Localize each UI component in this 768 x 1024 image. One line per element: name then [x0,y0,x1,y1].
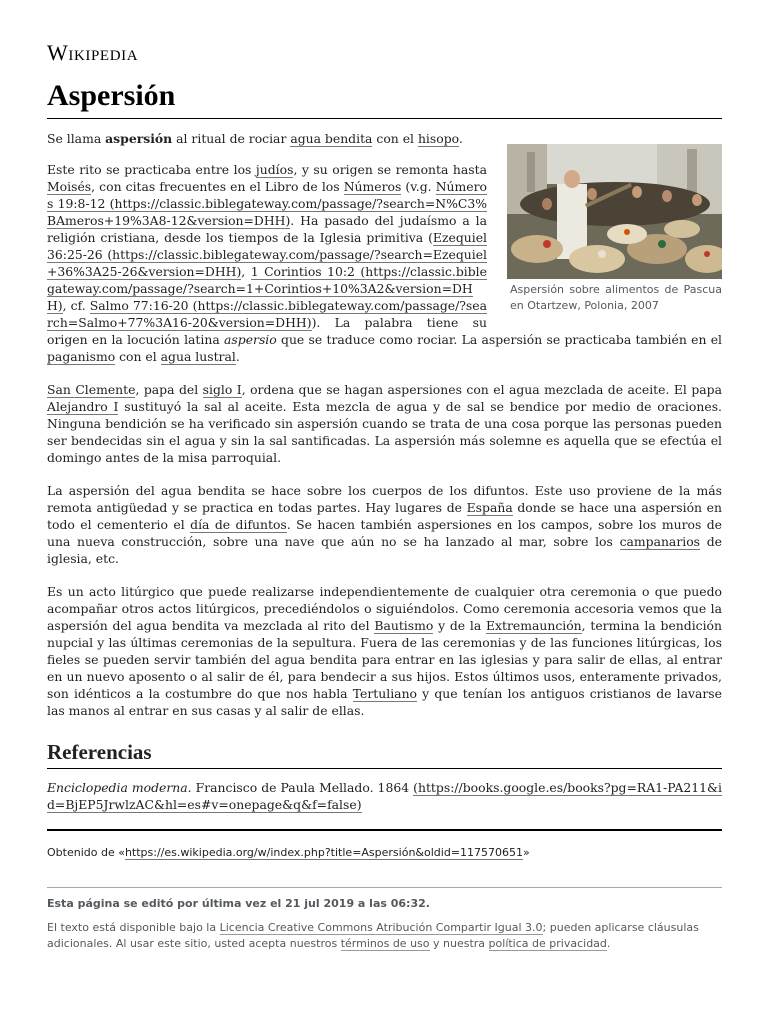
text: . [458,131,463,146]
paragraph-difuntos [47,482,722,567]
text: , termina la bendición nupcial y las últimas ceremonias de la sepultura. Fuera de las ceremonias y de las funciones litúrgicas, los fieles se pueden servir también del agua bendita para entrar en las iglesias y para salir de ellas, al entrar en un nuevo aposento o al salir de él, para bendecir a sus hijos. Estos últimos usos, enteramente privados, son idénticos a la costumbre do que nos habla [47,618,722,701]
page-title: Aspersión [47,78,722,119]
text: ). La palabra tiene su origen en la locución latina [47,315,487,347]
license-text [47,920,722,952]
article-figure [507,144,722,314]
wikipedia-wordmark[interactable] [47,40,138,66]
bold-term: aspersión [105,131,173,146]
link-permanent-url[interactable]: https://es.wikipedia.org/w/index.php?title=Aspersión&oldid=117570651 [124,846,524,859]
text: , cf. [62,298,90,313]
article-content [47,130,722,952]
photo-easter-blessing[interactable] [507,144,722,279]
link-agua-lustral[interactable]: agua lustral [160,349,236,364]
text: de iglesia, etc. [47,534,722,566]
text: El texto está disponible bajo la [47,921,220,934]
reference-title: Enciclopedia moderna. [47,780,192,795]
link-campanarios[interactable]: campanarios [619,534,701,549]
reference-entry [47,779,722,813]
link-dia-de-difuntos[interactable]: día de difuntos [190,517,287,532]
link-reference-url[interactable]: (https://books.google.es/books?pg=RA1-PA211&id=BjEP5JrwlzAC&hl=es#v=onepage&q&f=false) [47,780,723,812]
link-corintios-reference[interactable]: 1 Corintios 10:2 (https://classic.biblegateway.com/passage/?search=1+Corintios+10%3A2&version=DHH) [47,264,487,313]
content-separator [47,829,722,831]
link-alejandro-i[interactable]: Alejandro I [47,399,119,414]
link-terms-of-use[interactable]: términos de uso [340,937,430,950]
link-judios[interactable]: judíos [255,162,294,177]
link-bautismo[interactable]: Bautismo [374,618,434,633]
text: . [235,349,240,364]
text: , [241,264,251,279]
text: , ordena que se hagan aspersiones con el agua mezclada de aceite. El papa [241,382,722,397]
link-extremauncion[interactable]: Extremaunción [485,618,582,633]
text: y de la [433,618,486,633]
link-privacy-policy[interactable]: política de privacidad [488,937,607,950]
italic-term: aspersio [224,332,277,347]
link-agua-bendita[interactable]: agua bendita [290,131,373,146]
text: Obtenido de « [47,846,125,859]
wordmark-text: Wikipedia [47,40,139,65]
paragraph-history [47,381,722,466]
link-paganismo[interactable]: paganismo [47,349,116,364]
text: ; pueden aplicarse cláusulas adicionales. Al usar este sitio, usted acepta nuestros [47,921,699,950]
text: al ritual de rociar [172,131,291,146]
text: La aspersión del agua bendita se hace sobre los cuerpos de los difuntos. Este uso proviene de la más remota antigüedad y se practica en todas partes. Hay lugares de [47,483,722,515]
figure-caption: Aspersión sobre alimentos de Pascua en Otartzew, Polonia, 2007 [510,283,722,312]
text: Es un acto litúrgico que puede realizarse independientemente de cualquier otra ceremonia o que puedo acompañar otros actos litúrgicos, precediéndolos o siguiéndolos. Como ceremonia accesoria vemos que la aspersión del agua bendita va mezclada al rito del [47,584,722,633]
paragraph-liturgy [47,583,722,719]
link-license[interactable]: Licencia Creative Commons Atribución Compartir Igual 3.0 [219,921,543,934]
link-moises[interactable]: Moisés [47,179,92,194]
text: » [523,846,530,859]
text: Se llama [47,131,106,146]
link-hisopo[interactable]: hisopo [417,131,459,146]
text: , y su origen se remonta hasta [293,162,487,177]
retrieved-from [47,844,722,861]
text: . [606,937,611,950]
link-numeros[interactable]: Números [343,179,402,194]
link-salmo-reference[interactable]: Salmo 77:16-20 (https://classic.biblegateway.com/passage/?search=Salmo+77%3A16-20&version=DHH) [47,298,488,330]
text: . Ha pasado del judaísmo a la religión cristiana, desde los tiempos de la Iglesia primitiva ( [47,213,487,245]
text: y nuestra [429,937,489,950]
text: donde se hace una aspersión en todo el cementerio el [47,500,722,532]
link-ezequiel-reference[interactable]: Ezequiel 36:25-26 (https://classic.biblegateway.com/passage/?search=Ezequiel+36%3A25-26&version=DHH) [47,230,487,279]
text: Francisco de Paula Mellado. 1864 [191,780,414,795]
link-san-clemente[interactable]: San Clemente [47,382,136,397]
link-numeros-reference[interactable]: Números 19:8-12 (https://classic.biblegateway.com/passage/?search=N%C3%BAmeros+19%3A8-12&version=DHH) [47,179,487,228]
text: . Se hacen también aspersiones en los campos, sobre los muros de una nueva construcción, sobre una nave que aún no se ha lanzado al mar, sobre los [47,517,723,549]
text: sustituyó la sal al aceite. Esta mezcla de agua y de sal se bendice por medio de oraciones. Ninguna bendición se ha verificado sin aspersión cuando se trata de una cosa porque las personas pueden ser bendecidas sin el agua y sin la sal santificadas. La aspersión más solemne es aquella que se efectúa el domingo antes de la misa parroquial. [47,399,722,465]
text: con el [115,349,161,364]
text: que se traduce como rociar. La aspersión se practicaba también en el [276,332,723,347]
link-espana[interactable]: España [466,500,513,515]
text: , papa del [135,382,203,397]
link-siglo-i[interactable]: siglo I [202,382,242,397]
text: , con citas frecuentes en el Libro de los [91,179,344,194]
text: (v.g. [401,179,436,194]
text: Este rito se practicaba entre los [47,162,256,177]
footer-divider [47,887,722,888]
link-tertuliano[interactable]: Tertuliano [352,686,418,701]
text: con el [372,131,418,146]
text: y que tenían los antiguos cristianos de lavarse las manos al entrar en sus casas y al salir de ellas. [47,686,723,718]
last-edited: Esta página se editó por última vez el 21 jul 2019 a las 06:32. [47,897,430,910]
section-heading-referencias: Referencias [47,739,722,769]
